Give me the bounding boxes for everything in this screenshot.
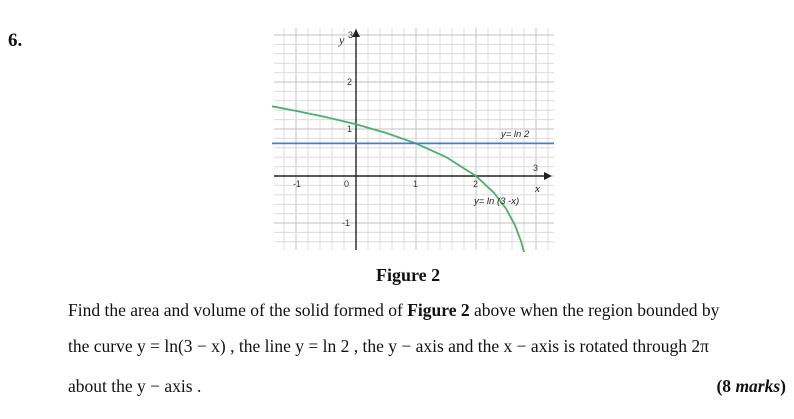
question-text-end: above when the region bounded by	[469, 300, 720, 320]
y-tick-label: 1	[347, 124, 353, 134]
question-line-2: the curve y = ln(3 − x) , the line y = ln 2 , the y − axis and the x − axis is rotated through 2π	[68, 336, 709, 356]
figure-reference: Figure 2	[407, 300, 470, 320]
question-line-1	[68, 300, 719, 321]
y-axis-label: y	[339, 33, 345, 47]
y-axis-arrow	[352, 29, 360, 37]
figure-caption: Figure 2	[376, 265, 441, 285]
marks-allocation	[716, 376, 786, 397]
x-tick-label: 0	[344, 179, 350, 189]
label-y-ln2: y= ln 2	[501, 129, 530, 140]
marks-close: )	[780, 376, 786, 396]
label-ln-3-minus-x: y= ln (3 -x)	[474, 196, 520, 207]
question-number: 6.	[8, 30, 23, 51]
y-tick-label: 3	[348, 30, 354, 40]
y-tick-label: 2	[347, 77, 353, 87]
marks-number: (8	[716, 376, 736, 396]
x-tick-label: 1	[413, 179, 419, 189]
x-tick-label: 2	[473, 179, 479, 189]
question-line-3: about the y − axis .	[68, 376, 202, 396]
figure-2-graph	[272, 26, 556, 252]
x-tick-label: 3	[533, 163, 539, 173]
x-axis-label: x	[535, 183, 540, 195]
y-tick-label: -1	[342, 218, 351, 228]
x-tick-label: -1	[293, 179, 302, 189]
question-text-start: Find the area and volume of the solid formed of	[68, 300, 408, 320]
marks-word: marks	[735, 376, 781, 396]
curve-ln-3-minus-x	[272, 106, 525, 252]
